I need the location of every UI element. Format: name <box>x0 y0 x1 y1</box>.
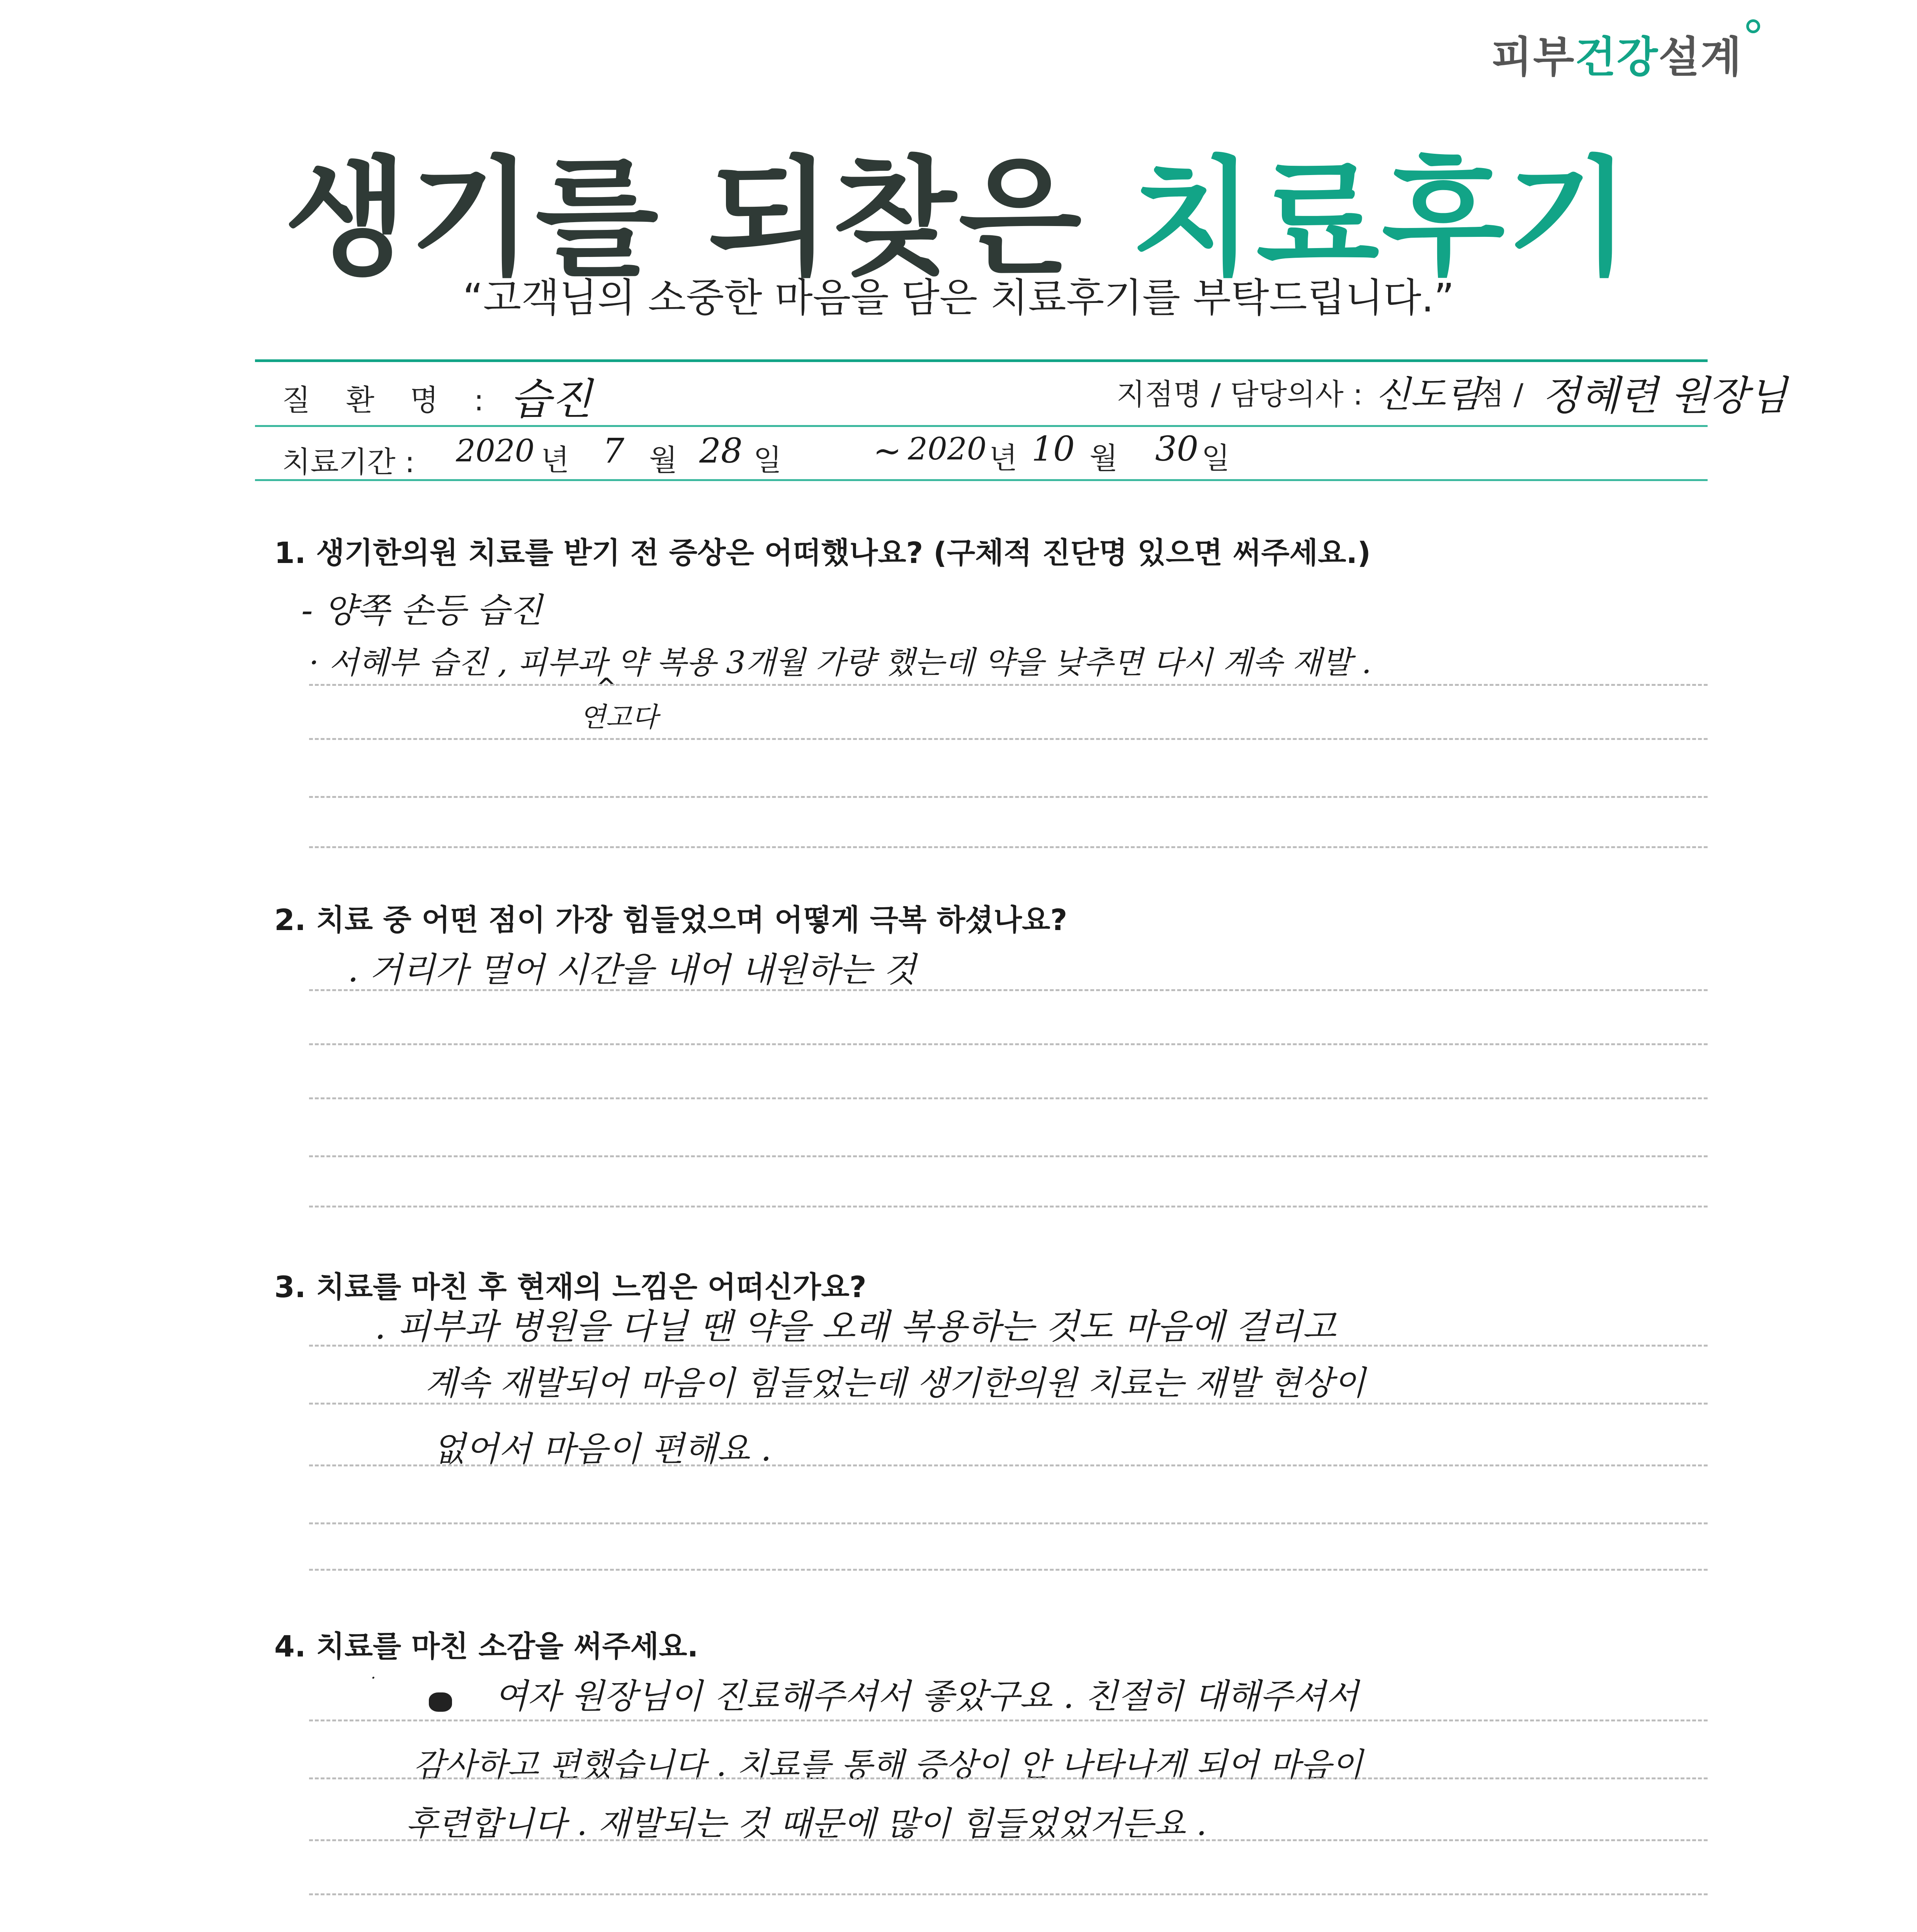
end-year: 2020 <box>908 431 987 467</box>
start-day-unit: 일 <box>753 443 782 477</box>
answer-2-line-1: . 거리가 멀어 시간을 내어 내원하는 것 <box>348 950 916 990</box>
question-3: 3. 치료를 마친 후 현재의 느낌은 어떠신가요? <box>274 1270 867 1304</box>
end-month: 10 <box>1032 429 1075 469</box>
end-day-unit: 일 <box>1202 441 1230 475</box>
answer-line <box>309 1839 1708 1841</box>
start-day: 28 <box>699 431 743 471</box>
answer-3-line-2: 계속 재발되어 마음이 힘들었는데 생기한의원 치료는 재발 현상이 <box>425 1364 1366 1403</box>
question-4: 4. 치료를 마친 소감을 써주세요. <box>274 1629 698 1663</box>
answer-line <box>309 1569 1708 1571</box>
answer-line <box>309 796 1708 798</box>
answer-line <box>309 1097 1708 1099</box>
period-label: 치료기간 : <box>282 445 415 479</box>
header-bottom-rule <box>255 479 1708 481</box>
start-month-unit: 월 <box>649 443 678 477</box>
start-year-unit: 년 <box>541 443 569 477</box>
question-2: 2. 치료 중 어떤 점이 가장 힘들었으며 어떻게 극복 하셨나요? <box>274 903 1067 937</box>
ink-blot-icon <box>429 1692 452 1712</box>
insert-caret-icon: ^ <box>595 672 618 704</box>
end-month-unit: 월 <box>1089 441 1118 475</box>
answer-line <box>309 1893 1708 1895</box>
answer-line <box>309 1464 1708 1466</box>
answer-4-line-2: 감사하고 편했습니다 . 치료를 통해 증상이 안 나타나게 되어 마음이 <box>413 1746 1363 1784</box>
header-top-rule <box>255 359 1708 362</box>
answer-line <box>309 989 1708 991</box>
answer-4-line-3: 후련합니다 . 재발되는 것 때문에 많이 힘들었었거든요 . <box>406 1804 1207 1843</box>
answer-line <box>309 1522 1708 1524</box>
start-month: 7 <box>603 431 624 471</box>
page-subtitle: “고객님의 소중한 마음을 담은 치료후기를 부탁드립니다.” <box>462 275 1455 321</box>
brand-part2: 건강 <box>1575 32 1659 82</box>
period-tilde: ~ <box>873 431 902 471</box>
answer-line <box>309 1043 1708 1045</box>
answer-4-bullet: · <box>371 1669 376 1687</box>
start-year: 2020 <box>456 433 535 469</box>
answer-line <box>309 846 1708 848</box>
disease-value: 습진 <box>510 374 592 424</box>
answer-line <box>309 1345 1708 1347</box>
branch-value: 신도림 <box>1375 374 1481 416</box>
answer-1-line-2: · 서혜부 습진 , 피부과 약 복용 3개월 가량 했는데 약을 낮추면 다시 계속 재발 . <box>309 645 1371 680</box>
answer-line <box>309 1206 1708 1208</box>
answer-4-line-1: 여자 원장님이 진료해주셔서 좋았구요 . 친절히 대해주셔서 <box>495 1676 1359 1716</box>
branch-label: 지점명 / 담당의사 : <box>1117 377 1363 412</box>
answer-1-insertion: 연고다 <box>580 701 658 733</box>
title-accent: 치료후기 <box>1130 144 1633 293</box>
answer-3-line-3: 없어서 마음이 편해요 . <box>433 1429 772 1469</box>
answer-line <box>309 1719 1708 1721</box>
brand-part1: 피부 <box>1491 32 1575 82</box>
branch-suffix: 점 / <box>1476 377 1524 412</box>
title-main: 생기를 되찾은 <box>284 144 1084 293</box>
end-day: 30 <box>1155 429 1198 469</box>
answer-line <box>309 1777 1708 1779</box>
question-1: 1. 생기한의원 치료를 받기 전 증상은 어떠했나요? (구체적 진단명 있으면 써주세요.) <box>274 536 1371 570</box>
brand-logo <box>1491 23 1742 84</box>
answer-line <box>309 738 1708 740</box>
answer-line <box>309 1403 1708 1405</box>
answer-line <box>309 1155 1708 1157</box>
answer-line <box>309 684 1708 686</box>
brand-part3: 설계 <box>1659 32 1742 82</box>
disease-label: 질 환 명 : <box>282 383 497 417</box>
answer-3-line-1: . 피부과 병원을 다닐 땐 약을 오래 복용하는 것도 마음에 걸리고 <box>375 1306 1336 1347</box>
brand-dot-icon <box>1746 19 1760 33</box>
answer-1-line-1: - 양쪽 손등 습진 <box>301 590 542 630</box>
end-year-unit: 년 <box>989 441 1018 475</box>
doctor-value: 정혜련 원장님 <box>1541 372 1787 419</box>
header-mid-rule <box>255 425 1708 427</box>
